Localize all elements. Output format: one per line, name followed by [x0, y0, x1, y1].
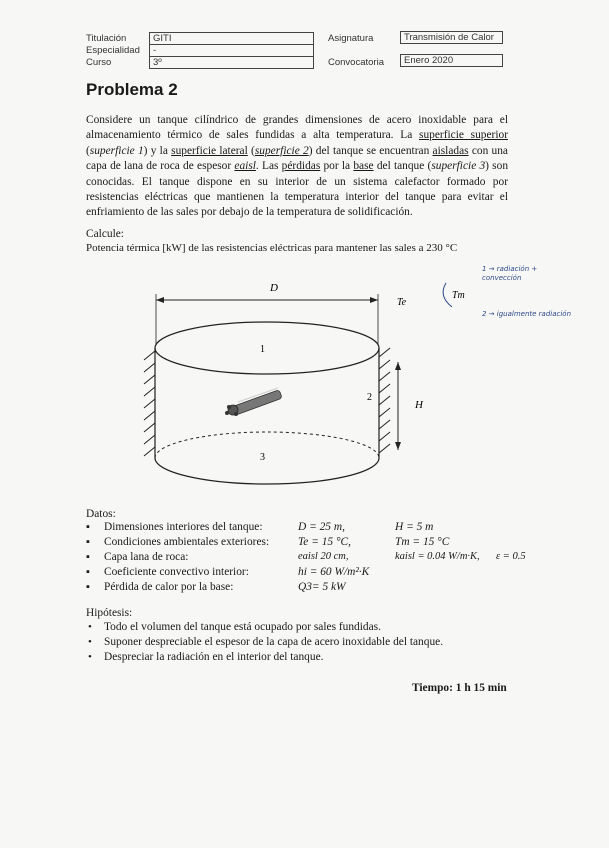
intro-sup-lateral: superficie lateral — [171, 144, 248, 157]
problem-title: Problema 2 — [86, 80, 178, 99]
bullet-icon: ▪ — [86, 551, 90, 563]
intro-text: ( — [86, 144, 90, 157]
datos-row-label: Dimensiones interiores del tanque: — [104, 521, 263, 533]
datos-row-label: Condiciones ambientales exteriores: — [104, 536, 270, 548]
insulation-hatch-right — [379, 348, 390, 453]
bullet-icon: ▪ — [86, 521, 90, 533]
datos-row-label: Capa lana de roca: — [104, 551, 189, 563]
especialidad-label: Especialidad — [86, 45, 140, 56]
label-h: H — [415, 399, 423, 411]
curso-label: Curso — [86, 57, 112, 68]
intro-sup-superior: superficie superior — [419, 129, 508, 142]
bullet-icon: • — [88, 636, 92, 648]
datos-row-v3: ε = 0.5 — [496, 551, 526, 562]
asignatura-label: Asignatura — [328, 33, 374, 44]
datos-label: Datos: — [86, 508, 116, 520]
bullet-icon: ▪ — [86, 536, 90, 548]
intro-surface-2: superficie 2 — [254, 144, 309, 157]
intro-text: ) son conocidas. El tanque dispone en su interior de un sistema calefactor formado por resistencias eléctricas que mantienen la temperatura interior del tanque para evitar el enfriamiento de las sales por debajo de la temperatura de solidificación. — [86, 160, 509, 219]
datos-row-label: Coeficiente convectivo interior: — [104, 566, 249, 578]
hipotesis-label: Hipótesis: — [86, 607, 133, 619]
intro-perdidas: pérdidas — [281, 160, 321, 173]
intro-text: del tanque ( — [373, 160, 432, 173]
datos-row-v1: hi = 60 W/m²·K — [298, 566, 370, 578]
datos-row-v1: D = 25 m, — [298, 521, 345, 533]
intro-text: . Las — [255, 160, 282, 173]
intro-aisladas: aisladas — [432, 144, 469, 157]
tank-bottom-back — [155, 432, 379, 458]
intro-surface-1: superficie 1 — [89, 144, 144, 157]
intro-text: ) del tanque se encuentran — [308, 144, 433, 157]
tiempo-label: Tiempo: 1 h 15 min — [412, 682, 507, 694]
datos-row-v2: Tm = 15 °C — [395, 536, 450, 548]
tank-bottom-front — [155, 458, 379, 484]
calcule-question: Potencia térmica [kW] de las resistencias eléctricas para mantener las sales a 230 °C — [86, 242, 458, 254]
datos-row-v1: eaisl 20 cm, — [298, 551, 349, 562]
intro-e-aisl: eaisl — [234, 160, 256, 173]
bullet-icon: • — [88, 651, 92, 663]
d-arrow-left — [156, 297, 164, 303]
hipotesis-item: Suponer despreciable el espesor de la capa de acero inoxidable del tanque. — [104, 636, 444, 648]
label-tm: Tm — [452, 290, 465, 301]
convocatoria-label: Convocatoria — [328, 57, 384, 68]
hipotesis-item: Despreciar la radiación en el interior del tanque. — [104, 651, 324, 663]
bullet-icon: ▪ — [86, 581, 90, 593]
titulacion-label: Titulación — [86, 33, 127, 44]
intro-base: base — [353, 160, 374, 173]
calcule-label: Calcule: — [86, 228, 124, 240]
intro-text: ( — [247, 144, 255, 157]
label-surface-2: 2 — [367, 392, 372, 403]
titulacion-value: GITI — [149, 32, 314, 45]
d-arrow-right — [370, 297, 378, 303]
convocatoria-value: Enero 2020 — [400, 54, 503, 67]
label-surface-1: 1 — [260, 344, 265, 355]
handwritten-arc — [443, 283, 452, 307]
hipotesis-item: Todo el volumen del tanque está ocupado por sales fundidas. — [104, 621, 381, 633]
bullet-icon: ▪ — [86, 566, 90, 578]
datos-row-v2: H = 5 m — [395, 521, 434, 533]
bullet-icon: • — [88, 621, 92, 633]
intro-text: con una capa de lana de roca de espesor — [86, 144, 508, 173]
h-arrow-top — [395, 362, 401, 370]
h-arrow-bottom — [395, 442, 401, 450]
handwritten-note-2: 2 → igualmente radiación — [482, 310, 572, 318]
insulation-hatch-left — [144, 351, 155, 456]
datos-row-label: Pérdida de calor por la base: — [104, 581, 234, 593]
datos-row-v1: Q3= 5 kW — [298, 581, 346, 593]
label-te: Te — [397, 297, 407, 308]
curso-value: 3º — [149, 56, 314, 69]
asignatura-value: Transmisión de Calor — [400, 31, 503, 44]
datos-row-v2: kaisl = 0.04 W/m·K, — [395, 551, 480, 562]
datos-row-v1: Te = 15 °C, — [298, 536, 351, 548]
heater-icon — [225, 388, 282, 416]
tank-top-ellipse — [155, 322, 379, 374]
handwritten-note-1: 1 → radiación + convección — [482, 265, 538, 282]
intro-text: Considere un tanque cilíndrico de grandes dimensiones de acero inoxidable para el almacenamiento térmico de sales fundidas a alta temperatura. La — [86, 114, 508, 142]
intro-surface-3: superficie 3 — [431, 160, 486, 173]
label-surface-3: 3 — [260, 452, 265, 463]
intro-text: por la — [320, 160, 354, 173]
especialidad-value: - — [149, 44, 314, 57]
label-d: D — [270, 282, 278, 294]
intro-text: ) y la — [143, 144, 172, 157]
